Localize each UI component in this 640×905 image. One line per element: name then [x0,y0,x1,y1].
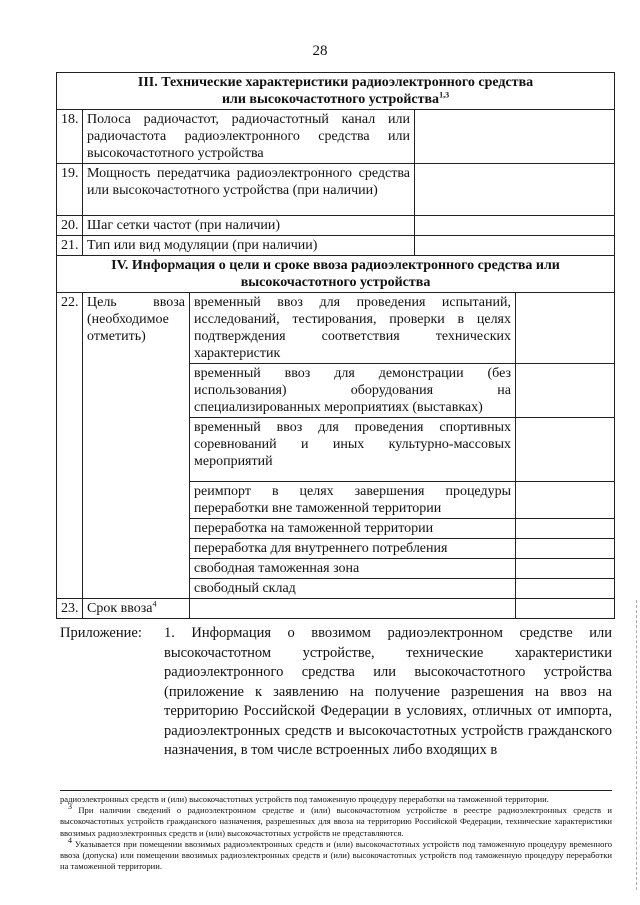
purpose-label: Цель ввоза (необходимое отметить) [83,293,190,599]
section4-title [57,256,615,293]
purpose-option-checkbox-cell[interactable] [516,519,615,539]
purpose-option-checkbox-cell[interactable] [516,418,615,482]
section4-title-line1: IV. Информация о цели и сроке ввоза радиоэлектронного средства или [111,258,560,273]
table-row-21 [57,236,615,256]
form-table [56,72,615,619]
import-term-label [83,599,190,619]
row-value-cell[interactable] [415,216,615,236]
row-number: 23. [57,599,83,619]
appendix-label: Приложение: [60,625,142,641]
row-value-cell[interactable] [415,164,615,216]
table-row-22-option [57,293,615,364]
footnotes [60,794,612,872]
footnote-3-mark: 3 [68,802,72,812]
row-label: Шаг сетки частот (при наличии) [83,216,415,236]
appendix-text: 1. Информация о ввозимом радиоэлектронном средстве или высокочастотном устройстве, технические характеристики радиоэлектронного средства или высокочастотного устройства (приложение к заявлению на получение разрешения на ввоз на территорию Российской Федерации в условиях, отличных от импорта, радиоэлектронных средств и высокочастотных устройств гражданского назначения, в том числе встроенных либо входящих в [164,625,612,758]
section3-title [57,73,615,110]
purpose-option-checkbox-cell[interactable] [516,539,615,559]
row-number: 19. [57,164,83,216]
footnote-continuation: радиоэлектронных средств и (или) высокочастотных устройств под таможенную процедуру переработки на таможенной территории. [60,794,549,804]
footnote-4 [60,835,612,873]
section3-header [57,73,615,110]
purpose-option: свободная таможенная зона [190,559,516,579]
table-row-23 [57,599,615,619]
purpose-option: переработка для внутреннего потребления [190,539,516,559]
purpose-option: временный ввоз для демонстрации (без использования) оборудования на специализированных мероприятиях (выставках) [190,364,516,418]
row-number: 22. [57,293,83,599]
purpose-option: переработка на таможенной территории [190,519,516,539]
purpose-option: реимпорт в целях завершения процедуры переработки вне таможенной территории [190,482,516,519]
import-term-footnote-ref: 4 [152,599,157,609]
row-label: Мощность передатчика радиоэлектронного средства или высокочастотного устройства (при наличии) [83,164,415,216]
import-term-extra-cell[interactable] [516,599,615,619]
purpose-option: временный ввоз для проведения спортивных соревнований и иных культурно-массовых мероприятий [190,418,516,482]
row-label: Тип или вид модуляции (при наличии) [83,236,415,256]
section4-header [57,256,615,293]
footnote-separator [60,790,612,791]
footnote-3-text: При наличии сведений о радиоэлектронном средстве и (или) высокочастотном устройстве в реестре радиоэлектронных средств и высокочастотных устройств гражданского назначения, разрешенных для ввоза на территорию Российской Федерации, технические характеристики ввозимых радиоэлектронных средств и (или) высокочастотных устройств не представляются. [60,805,612,838]
purpose-option-checkbox-cell[interactable] [516,482,615,519]
section4-title-line2: высокочастотного устройства [240,275,431,290]
row-number: 20. [57,216,83,236]
purpose-option: свободный склад [190,579,516,599]
row-value-cell[interactable] [415,236,615,256]
purpose-option-checkbox-cell[interactable] [516,293,615,364]
purpose-option-checkbox-cell[interactable] [516,559,615,579]
section3-title-line1: III. Технические характеристики радиоэлектронного средства [137,75,534,90]
table-row-18 [57,110,615,164]
table-row-19 [57,164,615,216]
scan-margin-marks [632,600,637,890]
row-value-cell[interactable] [415,110,615,164]
row-number: 18. [57,110,83,164]
footnote-4-text: Указывается при помещении ввозимых радиоэлектронных средств и (или) высокочастотных устройств под таможенную процедуру временного ввоза (допуска) или помещении ввозимых радиоэлектронных средств и (или) высокочастотных устройств под таможенную процедуру переработки на таможенной территории. [60,838,612,872]
page-number: 28 [312,43,328,59]
table-row-20 [57,216,615,236]
row-label: Полоса радиочастот, радиочастотный канал или радиочастота радиоэлектронного средства или высокочастотного устройства [83,110,415,164]
purpose-option-checkbox-cell[interactable] [516,364,615,418]
purpose-option-checkbox-cell[interactable] [516,579,615,599]
footnote-4-mark: 4 [68,835,72,845]
section3-footnote-ref: 1,3 [439,90,450,100]
row-number: 21. [57,236,83,256]
import-term-value-cell[interactable] [190,599,516,619]
section3-title-line2: или высокочастотного устройства [221,92,440,107]
footnote-3 [60,802,612,839]
import-term-text: Срок ввоза [87,601,153,616]
purpose-option: временный ввоз для проведения испытаний, исследований, тестирования, проверки в целях подтверждения соответствия технических характеристик [190,293,516,364]
